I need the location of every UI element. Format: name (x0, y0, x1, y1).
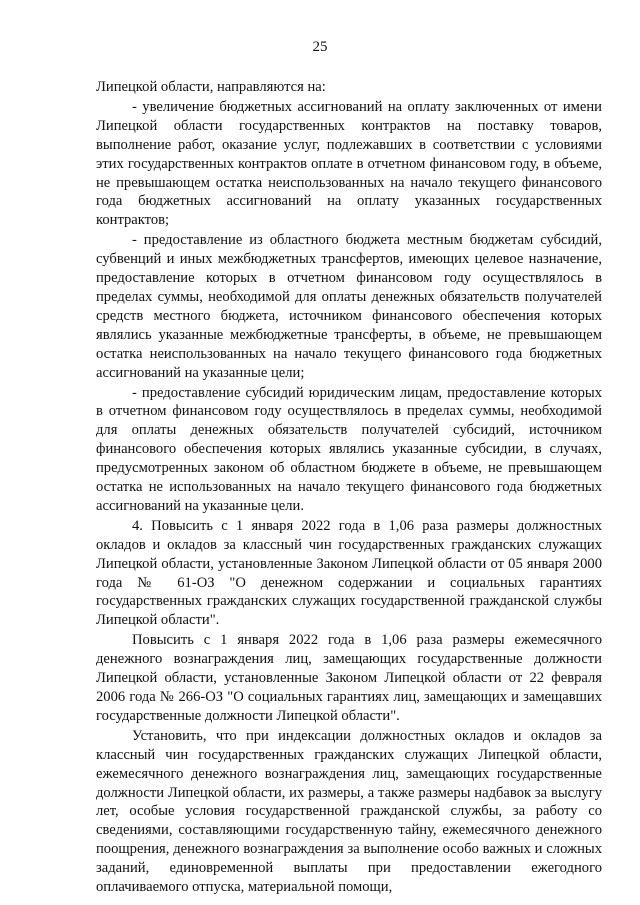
paragraph-remuneration: Повысить с 1 января 2022 года в 1,06 раза размеры ежемесячного денежного вознаграждения лиц, замещающих государственные должности Липецкой области, установленные Законом Липецкой области от 22 февраля 2006 года № 266-ОЗ "О социальных гарантиях лиц, замещающих и замещавших государственные должности Липецкой области". (96, 632, 602, 724)
paragraph-item-contracts: - увеличение бюджетных ассигнований на оплату заключенных от имени Липецкой области государственных контрактов на поставку товаров, выполнение работ, оказание услуг, подлежавших в соответствии с условиями этих государственных контрактов оплате в отчетном финансовом году, в объеме, не превышающем остатка неиспользованных на начало текущего финансового года бюджетных ассигнований на оплату указанных государственных контрактов; (96, 98, 602, 229)
document-body (96, 78, 602, 898)
paragraph-item-subsidies: - предоставление субсидий юридическим лицам, предоставление которых в отчетном финансовом году осуществлялось в пределах суммы, необходимой для оплаты денежных обязательств получателей субсидий, источником финансового обеспечения которых являлись указанные субсидии, в случаях, предусмотренных законом об областном бюджете в объеме, не превышающем остатка не использованных на начало текущего финансового года бюджетных ассигнований на указанные цели. (96, 384, 602, 514)
page-number: 25 (312, 39, 328, 55)
paragraph-intro: Липецкой области, направляются на: (96, 79, 326, 95)
paragraph-indexation: Установить, что при индексации должностных окладов и окладов за классный чин государственных гражданских служащих Липецкой области, ежемесячного денежного вознаграждения лиц, замещающих государственные должности Липецкой области, их размеры, а также размеры надбавок за выслугу лет, особые условия государственной гражданской службы, за работу со сведениями, составляющими государственную тайну, ежемесячного денежного поощрения, денежного вознаграждения за выполнение особо важных и сложных заданий, единовременной выплаты при предоставлении ежегодного оплачиваемого отпуска, материальной помощи, (96, 727, 602, 896)
paragraph-item-transfers: - предоставление из областного бюджета местным бюджетам субсидий, субвенций и иных межбюджетных трансфертов, имеющих целевое назначение, предоставление которых в отчетном финансовом году осуществлялось в пределах суммы, необходимой для оплаты денежных обязательств получателей средств местного бюджета, источником финансового обеспечения которых являлись указанные межбюджетные трансферты, в объеме, не превышающем остатка неиспользованных на начало текущего финансового года бюджетных ассигнований на указанные цели; (96, 232, 602, 381)
paragraph-section-4: 4. Повысить с 1 января 2022 года в 1,06 раза размеры должностных окладов и окладов за классный чин государственных гражданских служащих Липецкой области, установленные Законом Липецкой области от 05 января 2000 года № 61-ОЗ "О денежном содержании и социальных гарантиях государственных гражданских служащих государственной гражданской службы Липецкой области". (96, 517, 602, 629)
